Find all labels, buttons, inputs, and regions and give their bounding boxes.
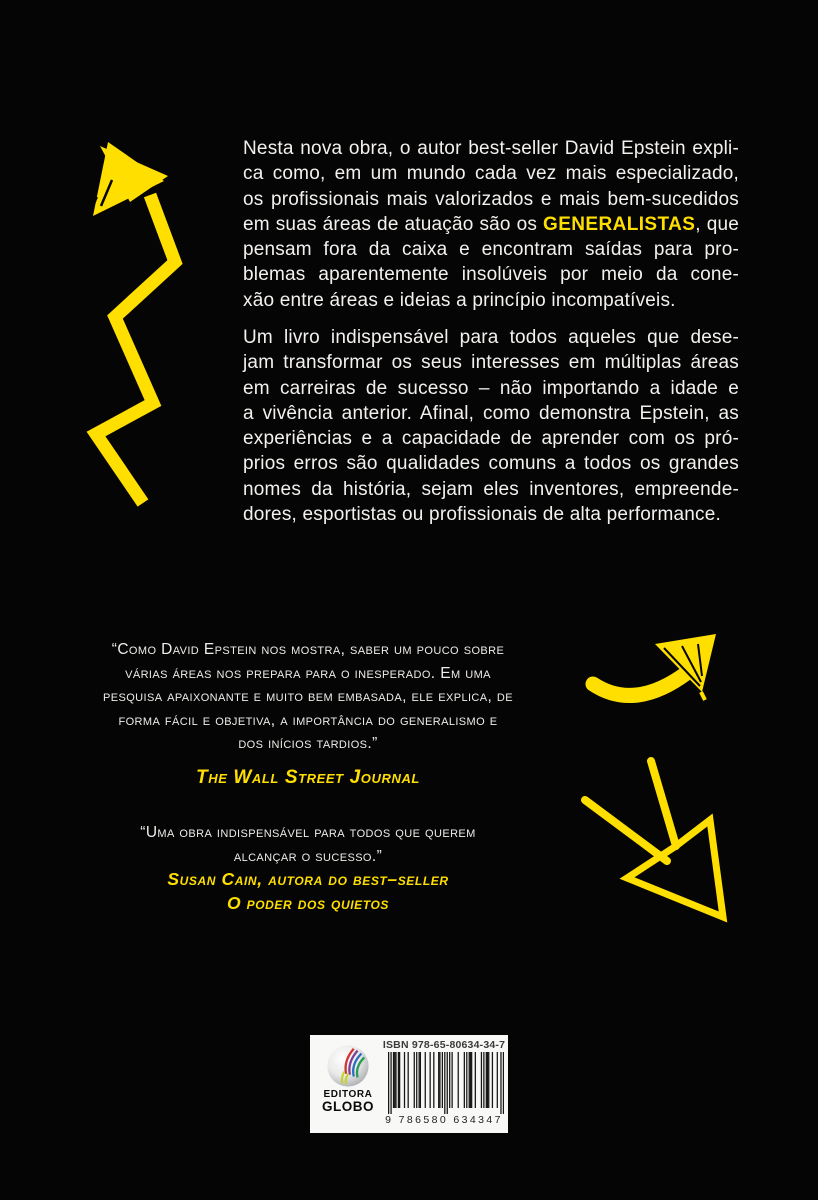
text-line: prios erros são qualidades comuns a todos os grandes xyxy=(243,453,739,475)
review-attribution-wsj: The Wall Street Journal xyxy=(196,767,420,788)
text-line: dores, esportistas ou profissionais de alta performance. xyxy=(243,504,721,526)
text-line: em carreiras de sucesso – não importando a idade e xyxy=(243,377,739,399)
text-line: “Como David Epstein nos mostra, saber um pouco sobre xyxy=(111,641,505,658)
review-quote-susan-cain xyxy=(62,821,554,868)
publisher-name-line2: GLOBO xyxy=(322,1099,374,1114)
review-attribution-susan-cain: Susan Cain, autora do best–seller xyxy=(167,869,449,889)
text-line: alcançar o sucesso.” xyxy=(233,847,383,865)
review-attribution-book-title: O poder dos quietos xyxy=(226,893,390,913)
review-quote-wsj xyxy=(62,638,554,756)
text-line: várias áreas nos prepara para o inesperado. Em uma xyxy=(125,664,491,682)
text-line: pensam fora da caixa e encontram saídas para pro- xyxy=(243,239,739,261)
text-line: Um livro indispensável para todos aqueles que dese- xyxy=(243,327,739,348)
barcode-digits: 9 786580 634347 xyxy=(385,1114,503,1126)
arrow-down-right-icon xyxy=(570,740,818,940)
text-line: dos inícios tardios.” xyxy=(238,735,378,752)
publisher-name-line1: EDITORA xyxy=(323,1089,373,1100)
text-line: “Uma obra indispensável para todos que querem xyxy=(140,824,476,841)
synopsis-paragraph-1 xyxy=(243,136,739,313)
publisher-logo xyxy=(314,1043,382,1113)
text-line: xão entre áreas e ideias a princípio incompatíveis. xyxy=(243,289,676,311)
text-line: ca como, em um mundo cada vez mais especializado, xyxy=(243,163,739,185)
barcode-panel xyxy=(310,1035,508,1133)
text-line: jam transformar os seus interesses em múltiplas áreas xyxy=(243,352,739,374)
text-line: pesquisa apaixonante e muito bem embasada, ele explica, de xyxy=(102,688,513,705)
barcode xyxy=(388,1052,504,1114)
isbn-label: ISBN 978-65-80634-34-7 xyxy=(382,1039,506,1051)
accent-word: GENERALISTAS xyxy=(543,213,696,235)
text-line: em suas áreas de atuação são os GENERALISTAS, que xyxy=(243,213,739,235)
text-line: experiências e a capacidade de aprender com os pró- xyxy=(243,428,739,450)
text-line: a vivência anterior. Afinal, como demonstra Epstein, as xyxy=(243,402,739,424)
curved-arrow-right-icon xyxy=(560,600,750,730)
zigzag-arrow-up-icon xyxy=(70,110,220,510)
text-line: os profissionais mais valorizados e mais bem-sucedidos xyxy=(243,188,739,210)
text-line: Nesta nova obra, o autor best-seller David Epstein expli- xyxy=(243,138,739,159)
text-line: nomes da história, sejam eles inventores, empreende- xyxy=(243,478,739,500)
text-line: forma fácil e objetiva, a importância do generalismo e xyxy=(118,711,498,729)
synopsis-paragraph-2 xyxy=(243,325,739,527)
globe-icon xyxy=(325,1043,371,1089)
text-line: blemas aparentemente insolúveis por meio da cone- xyxy=(243,264,739,286)
